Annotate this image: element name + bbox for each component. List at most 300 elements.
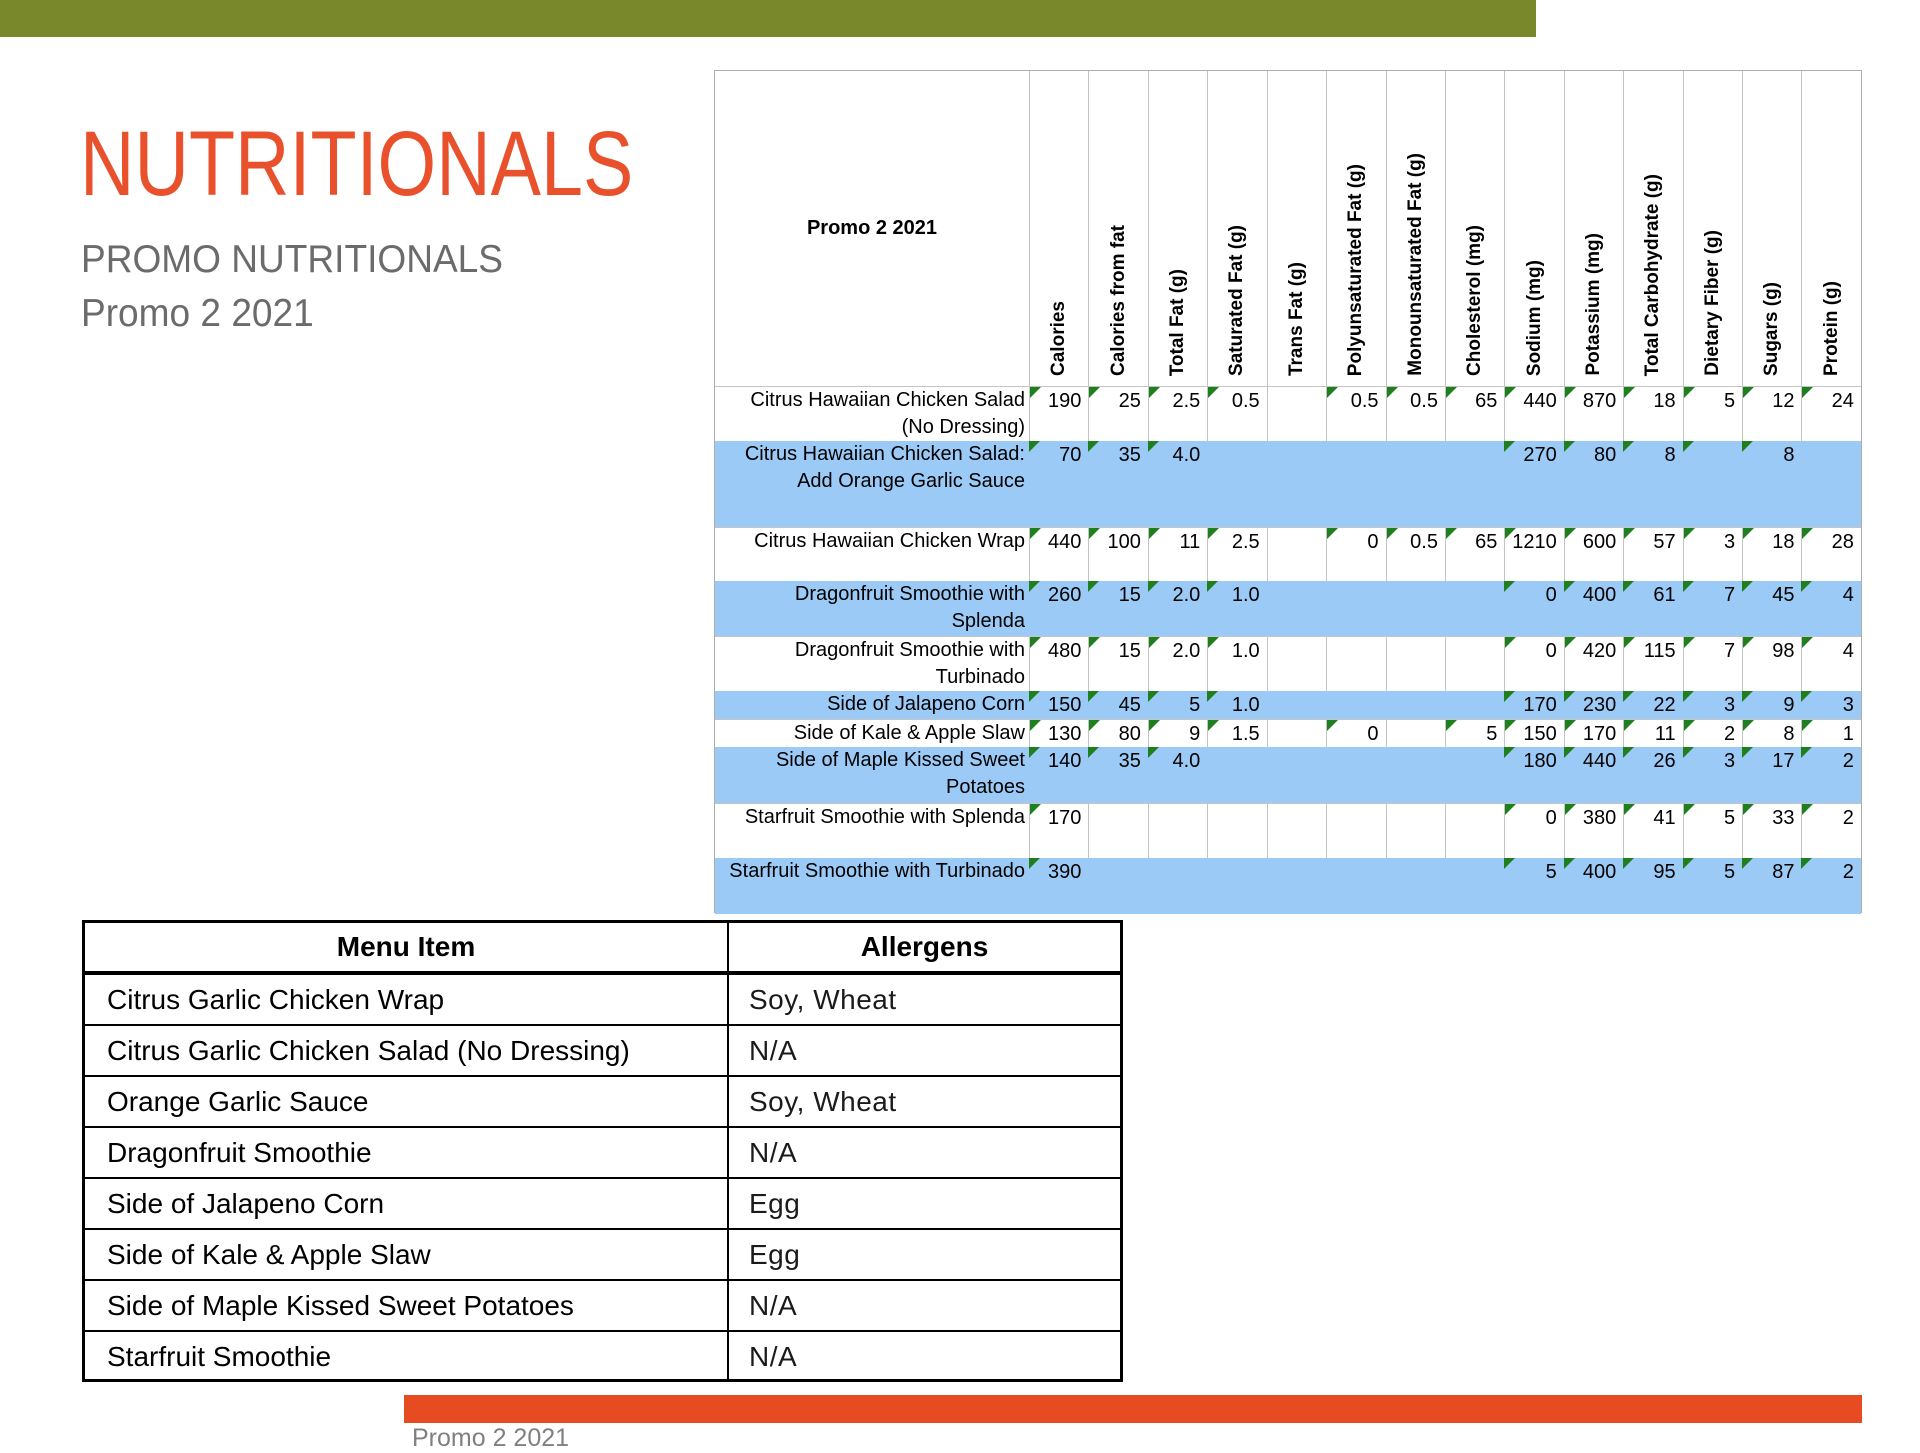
nutrition-cell-value: 130 <box>1048 723 1082 745</box>
nutrition-cell-value: 17 <box>1772 750 1795 772</box>
nutrition-cell-value: 5 <box>1189 694 1201 716</box>
cell-flag-icon <box>1683 858 1694 869</box>
nutrition-cell <box>1386 720 1445 747</box>
nutrition-cell <box>1742 581 1801 636</box>
nutrition-cell <box>1742 637 1801 691</box>
nutrition-row-name: Citrus Hawaiian Chicken Salad (No Dressing) <box>750 389 1025 438</box>
cell-flag-icon <box>1029 747 1040 758</box>
allergen-row-allergens: Egg <box>749 1238 801 1270</box>
nutrition-cell <box>1504 720 1563 747</box>
cell-flag-icon <box>1683 441 1694 452</box>
nutrition-cell <box>1742 691 1801 719</box>
cell-flag-icon <box>1684 528 1695 539</box>
cell-flag-icon <box>1504 581 1515 592</box>
nutrition-column-header-label: Protein (g) <box>1820 281 1842 376</box>
nutrition-cell-value: 18 <box>1772 531 1795 553</box>
allergen-row <box>85 1126 1120 1177</box>
cell-flag-icon <box>1801 747 1812 758</box>
nutrition-cell-value: 65 <box>1475 531 1498 553</box>
nutrition-column-header <box>1267 71 1326 386</box>
nutrition-cell <box>1207 804 1266 858</box>
cell-flag-icon <box>1743 637 1754 648</box>
cell-flag-icon <box>1623 581 1634 592</box>
nutrition-cell-value: 65 <box>1475 390 1498 412</box>
cell-flag-icon <box>1029 581 1040 592</box>
cell-flag-icon <box>1802 804 1813 815</box>
cell-flag-icon <box>1029 691 1040 702</box>
cell-flag-icon <box>1683 691 1694 702</box>
cell-flag-icon <box>1742 858 1753 869</box>
nutrition-cell <box>1207 637 1266 691</box>
nutrition-cell-value: 270 <box>1523 444 1557 466</box>
nutrition-cell-value: 2 <box>1723 723 1736 745</box>
cell-flag-icon <box>1742 581 1753 592</box>
cell-flag-icon <box>1801 691 1812 702</box>
nutrition-column-header-label: Total Carbohydrate (g) <box>1642 173 1664 376</box>
nutrition-cell <box>1742 387 1801 441</box>
nutrition-column-header-label: Sugars (g) <box>1761 282 1783 376</box>
cell-flag-icon <box>1684 387 1695 398</box>
nutrition-cell <box>1326 858 1385 914</box>
cell-flag-icon <box>1505 637 1516 648</box>
cell-flag-icon <box>1565 637 1576 648</box>
nutrition-cell-value: 400 <box>1582 584 1617 606</box>
nutrition-cell-value: 170 <box>1048 807 1082 829</box>
cell-flag-icon <box>1088 581 1099 592</box>
nutrition-cell <box>1148 804 1207 858</box>
nutrition-row <box>715 691 1861 719</box>
allergen-row <box>85 1075 1120 1126</box>
nutrition-cell-value: 4 <box>1842 640 1854 662</box>
cell-flag-icon <box>1505 387 1516 398</box>
nutrition-cell <box>1088 528 1147 581</box>
cell-flag-icon <box>1030 387 1041 398</box>
nutrition-cell <box>1504 637 1563 691</box>
nutrition-cell-value: 0 <box>1545 640 1557 662</box>
nutrition-cell <box>1683 804 1742 858</box>
nutrition-cell-value: 170 <box>1523 694 1557 716</box>
cell-flag-icon <box>1504 747 1515 758</box>
slide-footer-text: Promo 2 2021 <box>412 1424 570 1452</box>
cell-flag-icon <box>1446 528 1457 539</box>
slide-subtitle: PROMO NUTRITIONALS <box>81 238 503 281</box>
nutrition-cell-value: 170 <box>1582 723 1617 745</box>
nutrition-cell <box>1267 720 1326 747</box>
nutrition-cell <box>1029 858 1088 914</box>
nutrition-cell <box>1267 581 1326 636</box>
nutrition-cell <box>1326 528 1385 581</box>
cell-flag-icon <box>1684 637 1695 648</box>
nutrition-cell-value: 22 <box>1653 694 1676 716</box>
cell-flag-icon <box>1624 637 1635 648</box>
nutrition-cell <box>1623 441 1682 527</box>
nutrition-cell <box>1683 387 1742 441</box>
allergen-table-header-row <box>85 923 1120 973</box>
nutrition-row <box>715 719 1861 747</box>
cell-flag-icon <box>1387 387 1398 398</box>
nutrition-cell-value: 380 <box>1582 807 1617 829</box>
nutrition-cell <box>1445 720 1504 747</box>
nutrition-cell <box>1088 858 1147 914</box>
nutrition-cell-value: 57 <box>1653 531 1676 553</box>
cell-flag-icon <box>1683 747 1694 758</box>
nutrition-cell <box>1445 804 1504 858</box>
nutrition-cell-value: 41 <box>1653 807 1676 829</box>
nutrition-cell-value: 11 <box>1179 531 1201 553</box>
nutrition-row-name: Side of Maple Kissed Sweet Potatoes <box>775 749 1025 798</box>
nutrition-cell <box>1029 387 1088 441</box>
cell-flag-icon <box>1802 528 1813 539</box>
cell-flag-icon <box>1623 691 1634 702</box>
nutrition-cell <box>1267 691 1326 719</box>
nutrition-cell <box>1267 637 1326 691</box>
allergen-header-menu-item: Menu Item <box>85 923 729 971</box>
nutrition-cell <box>1088 581 1147 636</box>
nutrition-cell <box>1148 441 1207 527</box>
nutrition-cell <box>1623 528 1682 581</box>
nutrition-row <box>715 636 1861 691</box>
nutrition-row-name: Starfruit Smoothie with Turbinado <box>729 860 1025 882</box>
nutrition-cell-value: 11 <box>1654 723 1676 745</box>
nutrition-cell <box>1267 858 1326 914</box>
cell-flag-icon <box>1742 747 1753 758</box>
nutrition-cell-value: 440 <box>1582 750 1617 772</box>
cell-flag-icon <box>1623 747 1634 758</box>
nutrition-cell <box>1504 528 1563 581</box>
allergen-header-allergens: Allergens <box>860 931 989 962</box>
cell-flag-icon <box>1683 581 1694 592</box>
nutrition-cell <box>1207 581 1266 636</box>
nutrition-row <box>715 803 1861 858</box>
nutrition-cell <box>1564 858 1623 914</box>
cell-flag-icon <box>1505 804 1516 815</box>
cell-flag-icon <box>1208 387 1219 398</box>
allergen-row <box>85 1228 1120 1279</box>
cell-flag-icon <box>1208 637 1219 648</box>
nutrition-cell <box>1801 387 1860 441</box>
cell-flag-icon <box>1564 691 1575 702</box>
cell-flag-icon <box>1565 528 1576 539</box>
nutrition-column-header <box>1742 71 1801 386</box>
nutrition-cell-value: 1.0 <box>1231 694 1260 716</box>
nutrition-table-corner-label: Promo 2 2021 <box>806 217 938 239</box>
nutrition-row-name: Dragonfruit Smoothie with Splenda <box>794 583 1025 632</box>
cell-flag-icon <box>1564 581 1575 592</box>
nutrition-column-header <box>1386 71 1445 386</box>
nutrition-cell <box>1445 581 1504 636</box>
nutrition-cell <box>1326 747 1385 803</box>
nutrition-cell <box>1148 858 1207 914</box>
nutrition-cell-value: 1.0 <box>1231 584 1260 606</box>
nutrition-cell-value: 420 <box>1582 640 1617 662</box>
nutrition-cell <box>1386 441 1445 527</box>
nutrition-cell <box>1445 387 1504 441</box>
cell-flag-icon <box>1030 804 1041 815</box>
nutrition-cell-value: 0.5 <box>1410 531 1438 553</box>
nutrition-cell-value: 150 <box>1048 694 1082 716</box>
cell-flag-icon <box>1030 637 1041 648</box>
nutrition-cell-value: 80 <box>1118 723 1141 745</box>
nutrition-cell-value: 3 <box>1723 750 1736 772</box>
nutrition-cell <box>1623 747 1682 803</box>
cell-flag-icon <box>1623 858 1634 869</box>
nutrition-row <box>715 386 1861 441</box>
nutrition-cell <box>1445 441 1504 527</box>
cell-flag-icon <box>1327 528 1338 539</box>
nutrition-cell <box>1088 441 1147 527</box>
nutrition-cell <box>1267 747 1326 803</box>
nutrition-cell-value: 3 <box>1842 694 1854 716</box>
cell-flag-icon <box>1387 528 1398 539</box>
nutrition-cell <box>1029 691 1088 719</box>
nutrition-cell-value: 1 <box>1842 723 1854 745</box>
nutrition-cell <box>1564 441 1623 527</box>
cell-flag-icon <box>1149 637 1160 648</box>
nutrition-cell-value: 9 <box>1783 694 1795 716</box>
nutrition-cell <box>1088 691 1147 719</box>
cell-flag-icon <box>1624 528 1635 539</box>
nutrition-cell-value: 2 <box>1842 861 1854 883</box>
nutrition-cell <box>1504 747 1563 803</box>
nutrition-cell <box>1326 441 1385 527</box>
allergen-row-item: Side of Maple Kissed Sweet Potatoes <box>85 1281 729 1330</box>
nutrition-row <box>715 581 1861 636</box>
nutrition-column-header-label: Trans Fat (g) <box>1285 261 1307 376</box>
nutrition-cell-value: 260 <box>1048 584 1082 606</box>
nutrition-cell-value: 95 <box>1653 861 1676 883</box>
allergen-row <box>85 1279 1120 1330</box>
nutrition-cell <box>1029 637 1088 691</box>
nutrition-cell-value: 140 <box>1048 750 1082 772</box>
cell-flag-icon <box>1623 441 1634 452</box>
nutrition-cell-value: 3 <box>1723 531 1736 553</box>
nutrition-cell <box>1564 720 1623 747</box>
cell-flag-icon <box>1505 528 1516 539</box>
nutrition-row-name: Side of Jalapeno Corn <box>827 693 1025 715</box>
nutrition-cell <box>1742 720 1801 747</box>
nutrition-cell <box>1504 691 1563 719</box>
nutrition-cell <box>1683 637 1742 691</box>
nutrition-cell <box>1207 387 1266 441</box>
nutrition-cell-value: 190 <box>1048 390 1082 412</box>
cell-flag-icon <box>1207 581 1218 592</box>
nutrition-row-name: Starfruit Smoothie with Splenda <box>744 806 1025 828</box>
nutrition-cell-value: 4.0 <box>1172 444 1201 466</box>
nutrition-cell <box>1623 637 1682 691</box>
nutrition-cell <box>1267 441 1326 527</box>
allergen-row-allergens: N/A <box>749 1340 798 1372</box>
nutrition-cell-value: 230 <box>1582 694 1617 716</box>
cell-flag-icon <box>1743 528 1754 539</box>
cell-flag-icon <box>1504 858 1515 869</box>
nutrition-cell <box>1386 387 1445 441</box>
allergen-row <box>85 1024 1120 1075</box>
nutrition-cell-value: 0 <box>1367 531 1379 553</box>
nutrition-cell <box>1326 387 1385 441</box>
cell-flag-icon <box>1029 441 1040 452</box>
nutrition-cell <box>1801 528 1860 581</box>
nutrition-cell-value: 28 <box>1831 531 1854 553</box>
nutrition-cell <box>1623 691 1682 719</box>
nutrition-cell <box>1742 804 1801 858</box>
nutrition-cell <box>1207 747 1266 803</box>
nutrition-cell-value: 0.5 <box>1350 390 1379 412</box>
cell-flag-icon <box>1208 720 1219 731</box>
nutrition-cell-value: 12 <box>1772 390 1795 412</box>
nutrition-cell-value: 390 <box>1048 861 1082 883</box>
nutrition-cell-value: 5 <box>1723 807 1736 829</box>
nutrition-column-header <box>1326 71 1385 386</box>
nutrition-cell-value: 0 <box>1367 723 1379 745</box>
nutrition-cell-value: 87 <box>1772 861 1795 883</box>
nutrition-cell-value: 1.5 <box>1231 723 1260 745</box>
nutrition-cell <box>1267 387 1326 441</box>
cell-flag-icon <box>1802 637 1813 648</box>
nutrition-cell <box>1564 747 1623 803</box>
allergen-row-allergens: Egg <box>749 1187 801 1219</box>
nutrition-cell-value: 5 <box>1486 723 1498 745</box>
nutrition-cell <box>1801 441 1860 527</box>
nutrition-cell <box>1088 804 1147 858</box>
nutrition-table-body <box>715 386 1861 914</box>
allergen-row-item: Citrus Garlic Chicken Wrap <box>85 975 729 1024</box>
nutrition-column-header-label: Calories from fat <box>1107 225 1129 376</box>
nutrition-cell <box>1148 387 1207 441</box>
nutrition-cell <box>1029 720 1088 747</box>
nutrition-cell-value: 440 <box>1048 531 1082 553</box>
nutrition-cell <box>1207 858 1266 914</box>
cell-flag-icon <box>1446 387 1457 398</box>
allergen-row <box>85 1177 1120 1228</box>
nutrition-column-header <box>1029 71 1088 386</box>
nutrition-column-header-label: Potassium (mg) <box>1583 233 1604 376</box>
nutrition-cell <box>1386 581 1445 636</box>
cell-flag-icon <box>1148 441 1159 452</box>
nutrition-row <box>715 747 1861 803</box>
cell-flag-icon <box>1624 387 1635 398</box>
nutrition-cell-value: 4 <box>1842 584 1854 606</box>
nutrition-cell <box>1445 858 1504 914</box>
nutrition-row <box>715 527 1861 581</box>
cell-flag-icon <box>1149 528 1160 539</box>
nutrition-column-header-label: Sodium (mg) <box>1523 259 1545 376</box>
nutrition-cell-value: 180 <box>1523 750 1557 772</box>
cell-flag-icon <box>1743 387 1754 398</box>
nutrition-cell-value: 8 <box>1783 723 1795 745</box>
nutrition-cell <box>1326 637 1385 691</box>
nutrition-cell <box>1088 387 1147 441</box>
allergen-row <box>85 1330 1120 1381</box>
cell-flag-icon <box>1564 441 1575 452</box>
nutrition-cell-value: 70 <box>1059 444 1082 466</box>
nutrition-cell <box>1445 747 1504 803</box>
cell-flag-icon <box>1030 720 1041 731</box>
nutrition-column-header <box>1445 71 1504 386</box>
nutrition-cell <box>1445 637 1504 691</box>
nutrition-cell <box>1683 581 1742 636</box>
cell-flag-icon <box>1088 441 1099 452</box>
allergen-row-item: Side of Jalapeno Corn <box>85 1179 729 1228</box>
cell-flag-icon <box>1149 387 1160 398</box>
nutrition-cell-value: 115 <box>1643 640 1676 662</box>
nutrition-cell-value: 480 <box>1048 640 1082 662</box>
allergen-row-item: Orange Garlic Sauce <box>85 1077 729 1126</box>
nutrition-cell-value: 2 <box>1842 750 1854 772</box>
nutrition-column-header <box>1801 71 1860 386</box>
nutrition-cell <box>1683 720 1742 747</box>
nutrition-cell-value: 2.5 <box>1231 531 1260 553</box>
nutrition-cell <box>1148 528 1207 581</box>
nutrition-cell <box>1148 581 1207 636</box>
cell-flag-icon <box>1149 720 1160 731</box>
nutrition-cell <box>1504 804 1563 858</box>
nutrition-cell <box>1683 858 1742 914</box>
cell-flag-icon <box>1089 637 1100 648</box>
cell-flag-icon <box>1327 387 1338 398</box>
nutrition-cell <box>1564 691 1623 719</box>
nutrition-row-name: Dragonfruit Smoothie with Turbinado <box>794 639 1025 688</box>
nutrition-cell <box>1029 441 1088 527</box>
nutrition-row-name: Side of Kale & Apple Slaw <box>793 722 1025 744</box>
nutrition-cell-value: 0.5 <box>1410 390 1438 412</box>
cell-flag-icon <box>1743 804 1754 815</box>
nutrition-cell-value: 600 <box>1582 531 1617 553</box>
nutrition-column-header <box>1564 71 1623 386</box>
cell-flag-icon <box>1088 747 1099 758</box>
nutrition-cell-value: 2 <box>1842 807 1854 829</box>
allergen-row-item: Side of Kale & Apple Slaw <box>85 1230 729 1279</box>
cell-flag-icon <box>1207 691 1218 702</box>
cell-flag-icon <box>1564 858 1575 869</box>
nutrition-column-header <box>1207 71 1266 386</box>
nutrition-cell-value: 45 <box>1772 584 1795 606</box>
nutrition-cell-value: 25 <box>1118 390 1141 412</box>
nutrition-cell <box>1267 528 1326 581</box>
cell-flag-icon <box>1089 387 1100 398</box>
nutrition-cell <box>1623 858 1682 914</box>
nutrition-cell <box>1801 720 1860 747</box>
nutrition-cell <box>1623 387 1682 441</box>
nutrition-cell <box>1326 691 1385 719</box>
nutrition-cell-value: 5 <box>1723 861 1736 883</box>
nutrition-cell <box>1267 804 1326 858</box>
nutrition-cell <box>1683 747 1742 803</box>
nutrition-cell-value: 98 <box>1772 640 1795 662</box>
cell-flag-icon <box>1565 387 1576 398</box>
nutrition-cell <box>1742 528 1801 581</box>
nutrition-cell <box>1088 720 1147 747</box>
bottom-accent-bar <box>404 1395 1862 1423</box>
allergen-row-allergens: Soy, Wheat <box>749 983 897 1015</box>
nutrition-cell-value: 7 <box>1723 584 1736 606</box>
nutrition-column-header <box>1683 71 1742 386</box>
nutrition-cell <box>1445 528 1504 581</box>
allergen-row-item: Citrus Garlic Chicken Salad (No Dressing) <box>85 1026 729 1075</box>
cell-flag-icon <box>1742 691 1753 702</box>
nutrition-cell <box>1386 858 1445 914</box>
nutrition-cell-value: 5 <box>1545 861 1557 883</box>
cell-flag-icon <box>1624 804 1635 815</box>
cell-flag-icon <box>1801 858 1812 869</box>
nutrition-cell-value: 100 <box>1107 531 1141 553</box>
cell-flag-icon <box>1446 720 1457 731</box>
nutrition-cell <box>1623 804 1682 858</box>
cell-flag-icon <box>1565 720 1576 731</box>
nutrition-cell-value: 18 <box>1653 390 1676 412</box>
nutrition-cell <box>1801 858 1860 914</box>
slide-title: NUTRITIONALS <box>80 113 634 215</box>
nutrition-cell <box>1504 441 1563 527</box>
